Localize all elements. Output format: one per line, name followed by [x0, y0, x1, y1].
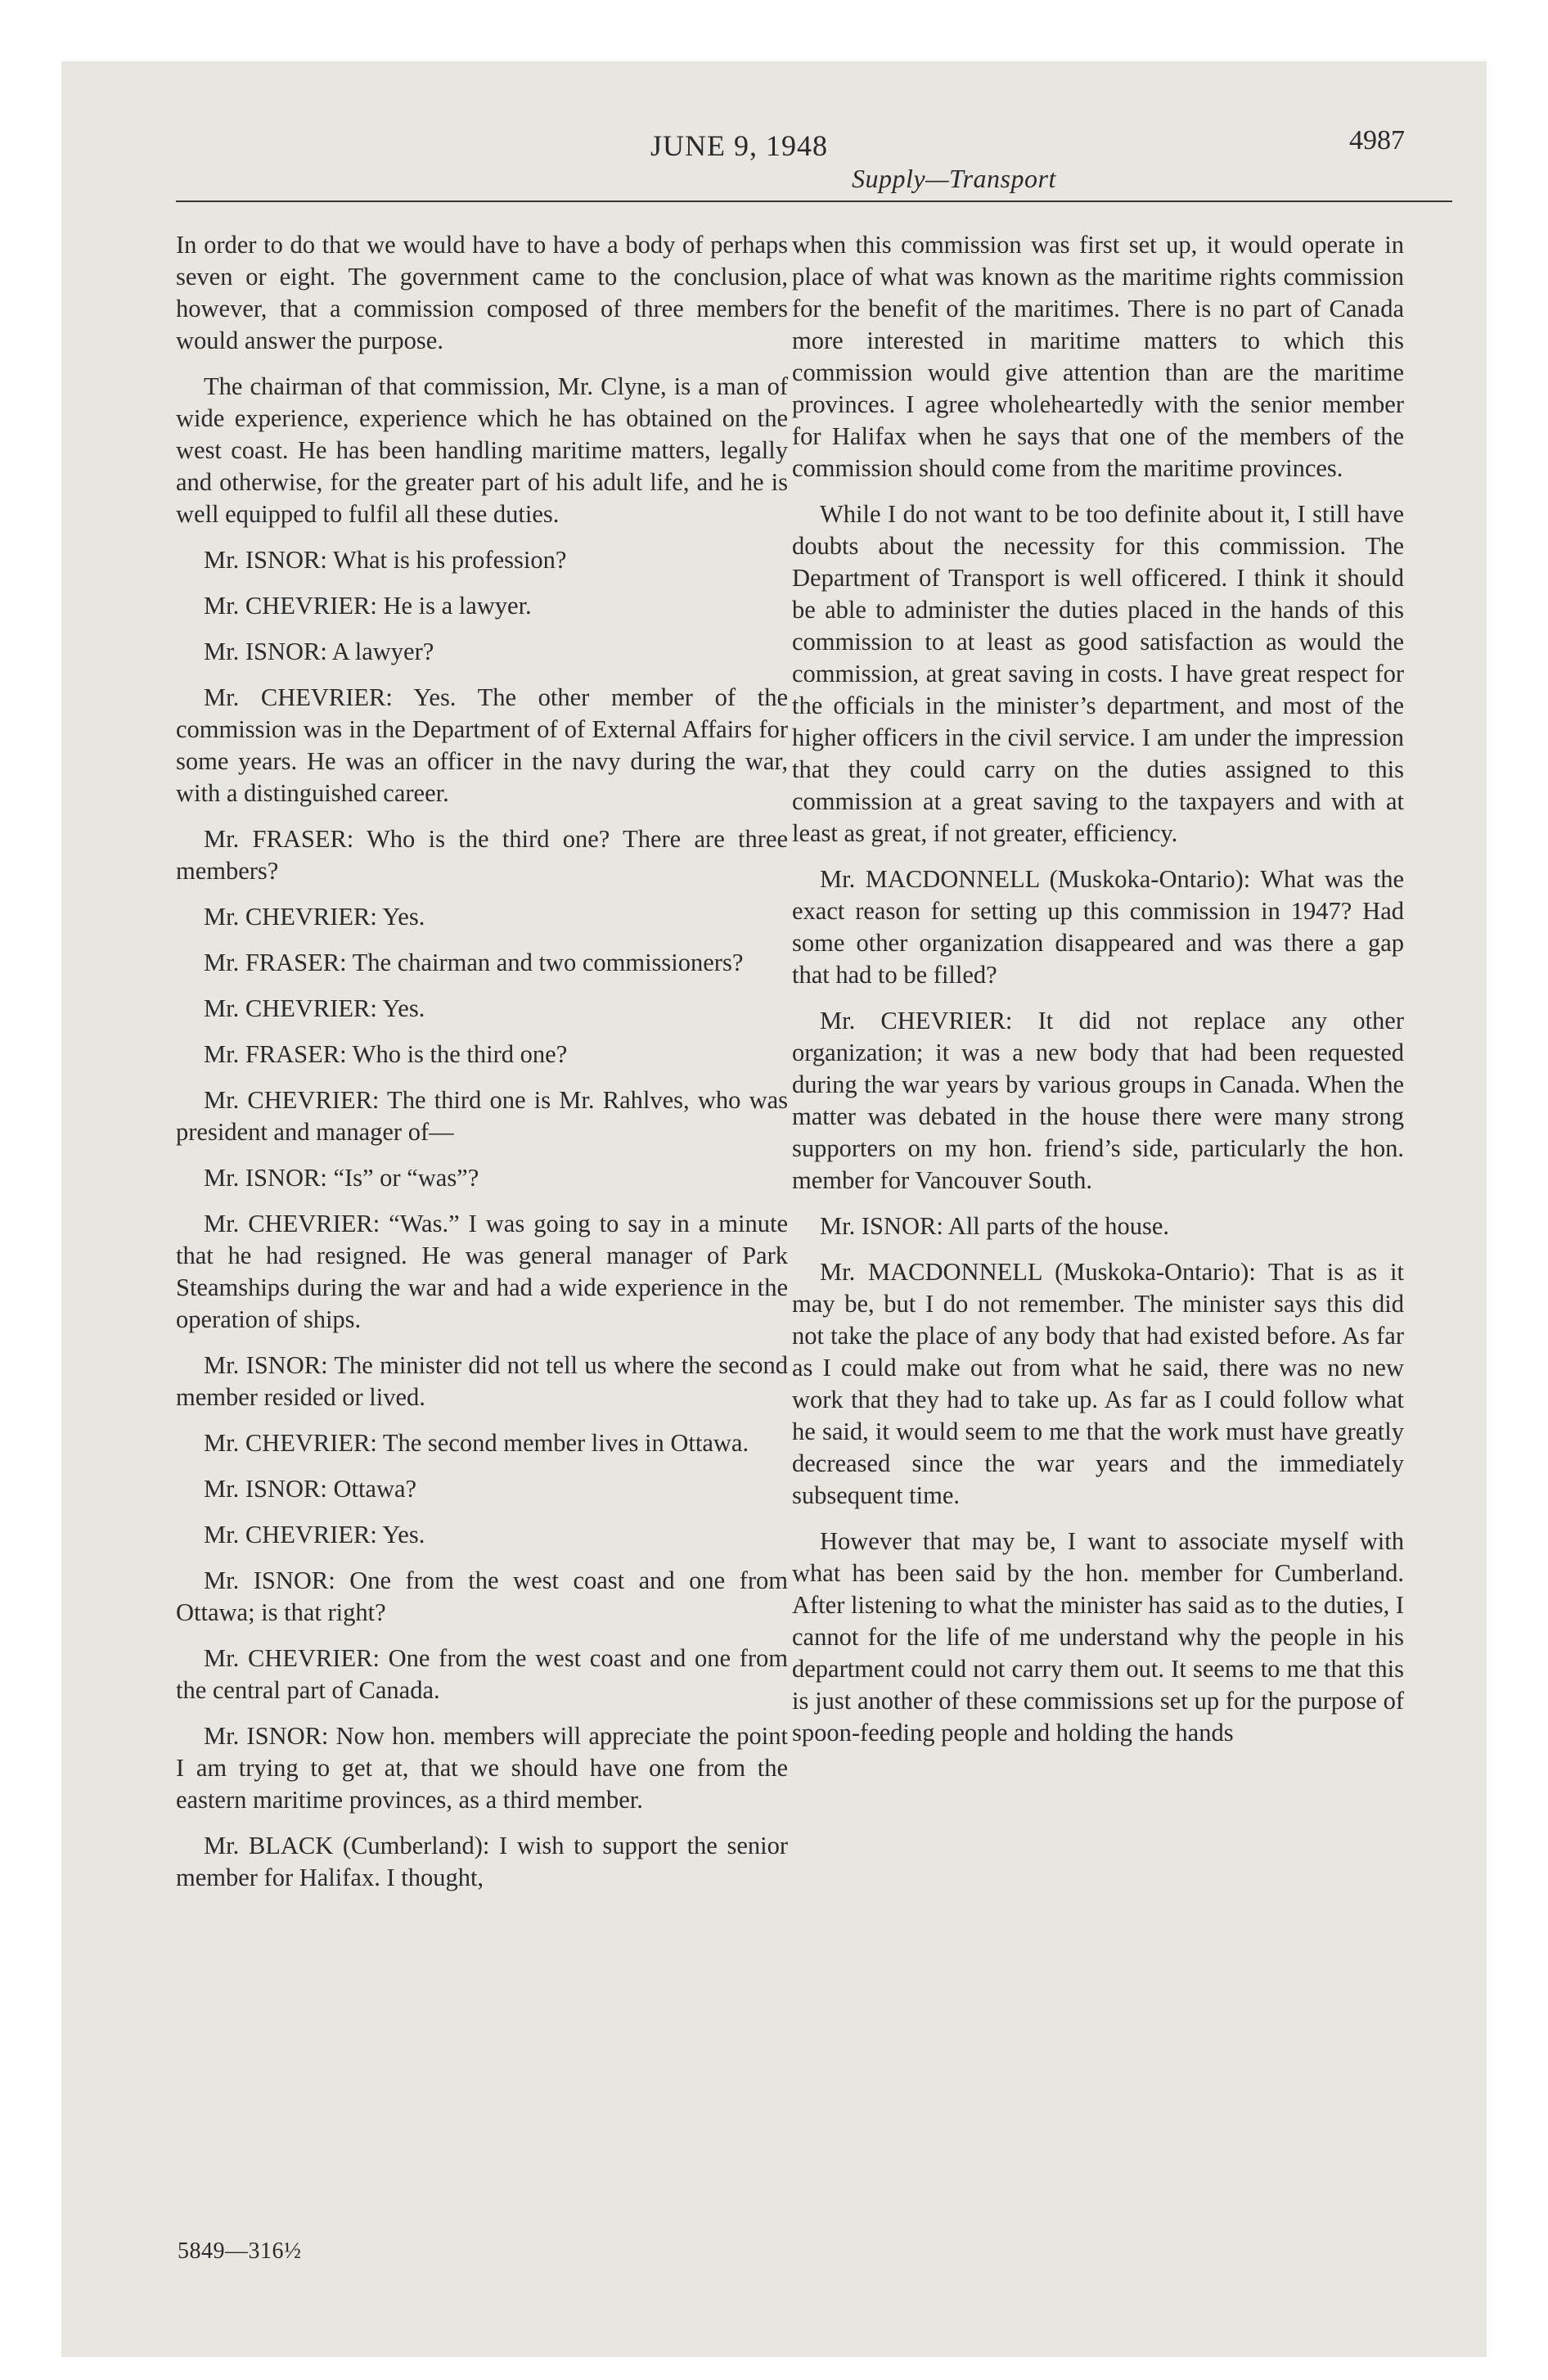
paragraph: Mr. MACDONNELL (Muskoka-Ontario): That is as it may be, but I do not remember. The minister says this did not take the place of any body that had existed before. As far as I could make out from what he said, there was no new work that they had to take up. As far as I could follow what he said, it would seem to me that the work must have greatly decreased since the war years and the immediately subsequent time.: [792, 1258, 1404, 1509]
paragraph: Mr. ISNOR: A lawyer?: [204, 638, 434, 665]
paragraph: While I do not want to be too definite about it, I still have doubts about the necessity for this commission. The Department of Transport is well officered. I think it should be able to administer the duties placed in the hands of this commission to at least as good satisfaction as would the commission, at great saving in costs. I have great respect for the officials in the minister’s department, and most of the higher officers in the civil service. I am under the impression that they could carry on the duties assigned to this commission at a great saving to the taxpayers and with at least as great, if not greater, efficiency.: [792, 500, 1404, 847]
paragraph: Mr. ISNOR: Now hon. members will appreciate the point I am trying to get at, that we should have one from the eastern maritime provinces, as a third member.: [176, 1722, 788, 1814]
paragraph: Mr. CHEVRIER: Yes.: [204, 1521, 425, 1548]
right-column: [792, 229, 1404, 1763]
paragraph: In order to do that we would have to have a body of perhaps seven or eight. The government came to the conclusion, however, that a commission composed of three members would answer the purpose.: [176, 231, 788, 354]
paragraph: Mr. CHEVRIER: He is a lawyer.: [204, 592, 532, 620]
page-number: 4987: [1349, 125, 1405, 156]
paragraph: Mr. FRASER: Who is the third one? There are three members?: [176, 825, 788, 885]
paragraph: However that may be, I want to associate myself with what has been said by the hon. member for Cumberland. After listening to what the minister has said as to the duties, I cannot for the life of me understand why the people in his department could not carry them out. It seems to me that this is just another of these commissions set up for the purpose of spoon-feeding people and holding the hands: [792, 1527, 1404, 1747]
paragraph: Mr. CHEVRIER: It did not replace any other organization; it was a new body that had been requested during the war years by various groups in Canada. When the matter was debated in the house there were many strong supporters on my hon. friend’s side, particularly the hon. member for Vancouver South.: [792, 1007, 1404, 1194]
paragraph: Mr. ISNOR: All parts of the house.: [820, 1212, 1169, 1240]
header-date: JUNE 9, 1948: [650, 129, 828, 162]
paragraph: Mr. BLACK (Cumberland): I wish to support the senior member for Halifax. I thought,: [176, 1832, 788, 1891]
paragraph: Mr. CHEVRIER: Yes. The other member of the commission was in the Department of of External Affairs for some years. He was an officer in the navy during the war, with a distinguished career.: [176, 683, 788, 807]
header-rule: [176, 201, 1452, 202]
paragraph: Mr. CHEVRIER: Yes.: [204, 994, 425, 1022]
paragraph: Mr. ISNOR: “Is” or “was”?: [204, 1164, 479, 1192]
paragraph: Mr. FRASER: The chairman and two commissioners?: [204, 949, 744, 976]
document-page: [61, 61, 1487, 2357]
paragraph: Mr. ISNOR: The minister did not tell us where the second member resided or lived.: [176, 1351, 788, 1411]
paragraph: when this commission was first set up, it would operate in place of what was known as the maritime rights commission for the benefit of the maritimes. There is no part of Canada more interested in maritime matters to which this commission would give attention than are the maritime provinces. I agree wholeheartedly with the senior member for Halifax when he says that one of the members of the commission should come from the maritime provinces.: [792, 231, 1404, 482]
paragraph: Mr. ISNOR: One from the west coast and one from Ottawa; is that right?: [176, 1566, 788, 1626]
signature-code: 5849—316½: [178, 2238, 302, 2264]
left-column: [176, 229, 788, 1908]
paragraph: Mr. FRASER: Who is the third one?: [204, 1040, 568, 1068]
paragraph: Mr. CHEVRIER: One from the west coast and one from the central part of Canada.: [176, 1644, 788, 1704]
paragraph: Mr. CHEVRIER: The second member lives in Ottawa.: [204, 1429, 749, 1457]
paragraph: Mr. MACDONNELL (Muskoka-Ontario): What was the exact reason for setting up this commission in 1947? Had some other organization disappeared and was there a gap that had to be filled?: [792, 865, 1404, 989]
paragraph: Mr. ISNOR: Ottawa?: [204, 1475, 417, 1503]
paragraph: Mr. ISNOR: What is his profession?: [204, 546, 567, 574]
paragraph: Mr. CHEVRIER: Yes.: [204, 903, 425, 931]
paragraph: The chairman of that commission, Mr. Clyne, is a man of wide experience, experience which he has obtained on the west coast. He has been handling maritime matters, legally and otherwise, for the greater part of his adult life, and he is well equipped to fulfil all these duties.: [176, 372, 788, 528]
running-head-topic: Supply—Transport: [852, 164, 1056, 193]
paragraph: Mr. CHEVRIER: The third one is Mr. Rahlves, who was president and manager of—: [176, 1086, 788, 1146]
paragraph: Mr. CHEVRIER: “Was.” I was going to say in a minute that he had resigned. He was general manager of Park Steamships during the war and had a wide experience in the operation of ships.: [176, 1210, 788, 1333]
